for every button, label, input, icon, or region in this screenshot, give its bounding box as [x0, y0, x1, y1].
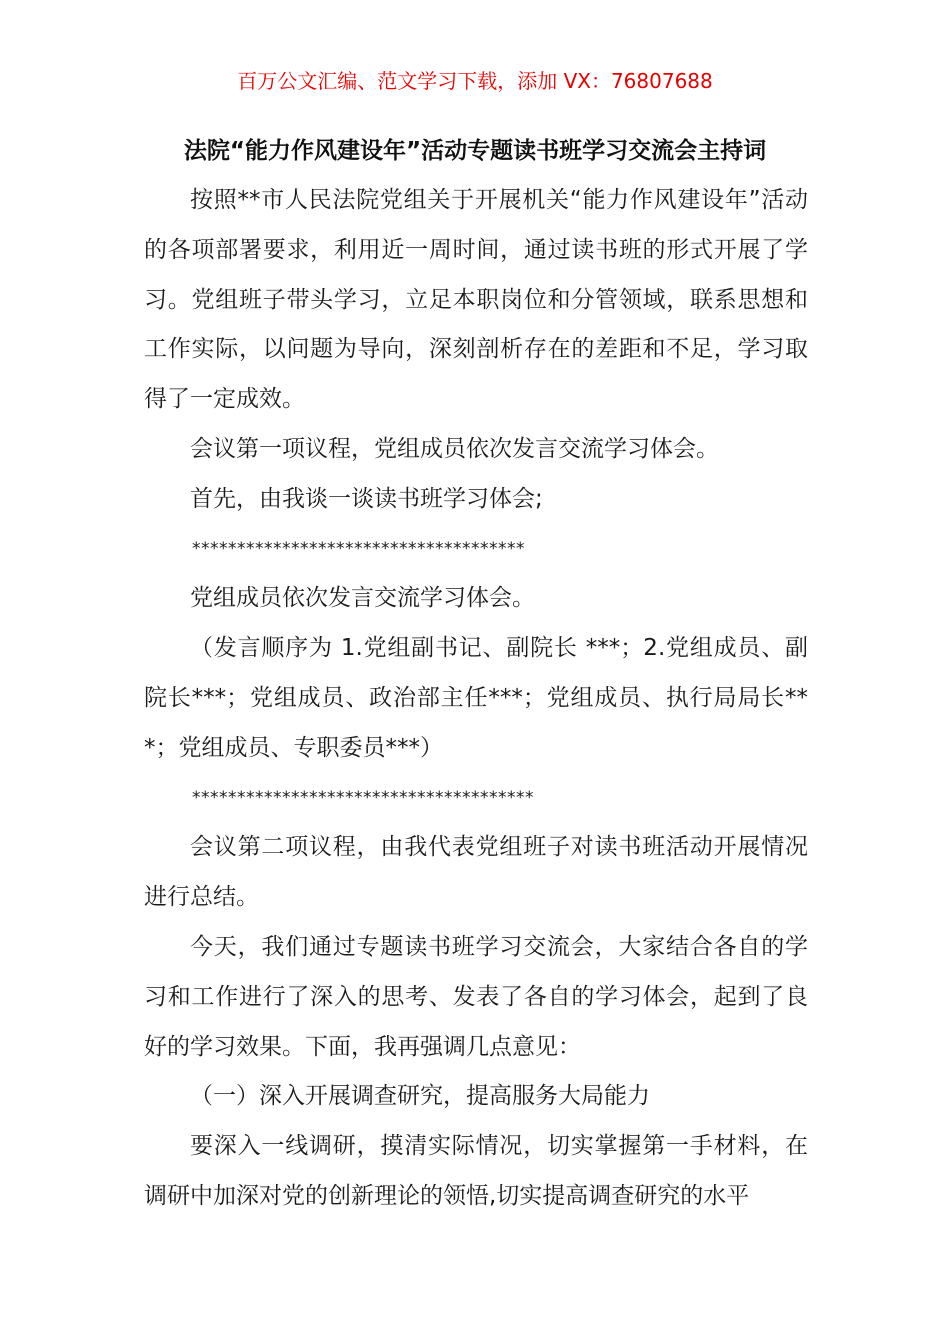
separator-stars: *************************************: [192, 538, 525, 559]
paragraph-agenda-two: 会议第二项议程，由我代表党组班子对读书班活动开展情况进行总结。: [144, 834, 808, 911]
paragraph-agenda-one: 会议第一项议程，党组成员依次发言交流学习体会。: [190, 435, 719, 462]
paragraph-speaking-order: （发言顺序为 1.党组副书记、副院长 ***；2.党组成员、副院长***；党组成员、政治部主任***；党组成员、执行局局长***；党组成员、专职委员***）: [144, 635, 808, 761]
section-heading-one: （一）深入开展调查研究，提高服务大局能力: [190, 1083, 650, 1110]
header-watermark-note: 百万公文汇编、范文学习下载，添加 VX：76807688: [237, 69, 713, 93]
paragraph-research: 要深入一线调研，摸清实际情况，切实掌握第一手材料，在调研中加深对党的创新理论的领悟,切实提高调查研究的水平: [144, 1133, 808, 1209]
document-title: 法院“能力作风建设年”活动专题读书班学习交流会主持词: [183, 138, 767, 164]
paragraph-first-speaker: 首先，由我谈一谈读书班学习体会;: [190, 485, 543, 512]
separator-stars: **************************************: [192, 787, 534, 808]
paragraph-intro: 按照**市人民法院党组关于开展机关“能力作风建设年”活动的各项部署要求，利用近一周时间，通过读书班的形式开展了学习。党组班子带头学习，立足本职岗位和分管领域，联系思想和工作实际，以问题为导向，深刻剖析存在的差距和不足，学习取得了一定成效。: [144, 187, 808, 413]
paragraph-members-speak: 党组成员依次发言交流学习体会。: [190, 585, 535, 612]
paragraph-summary: 今天，我们通过专题读书班学习交流会，大家结合各自的学习和工作进行了深入的思考、发表了各自的学习体会，起到了良好的学习效果。下面，我再强调几点意见：: [144, 933, 808, 1060]
document-body: [144, 176, 808, 1222]
